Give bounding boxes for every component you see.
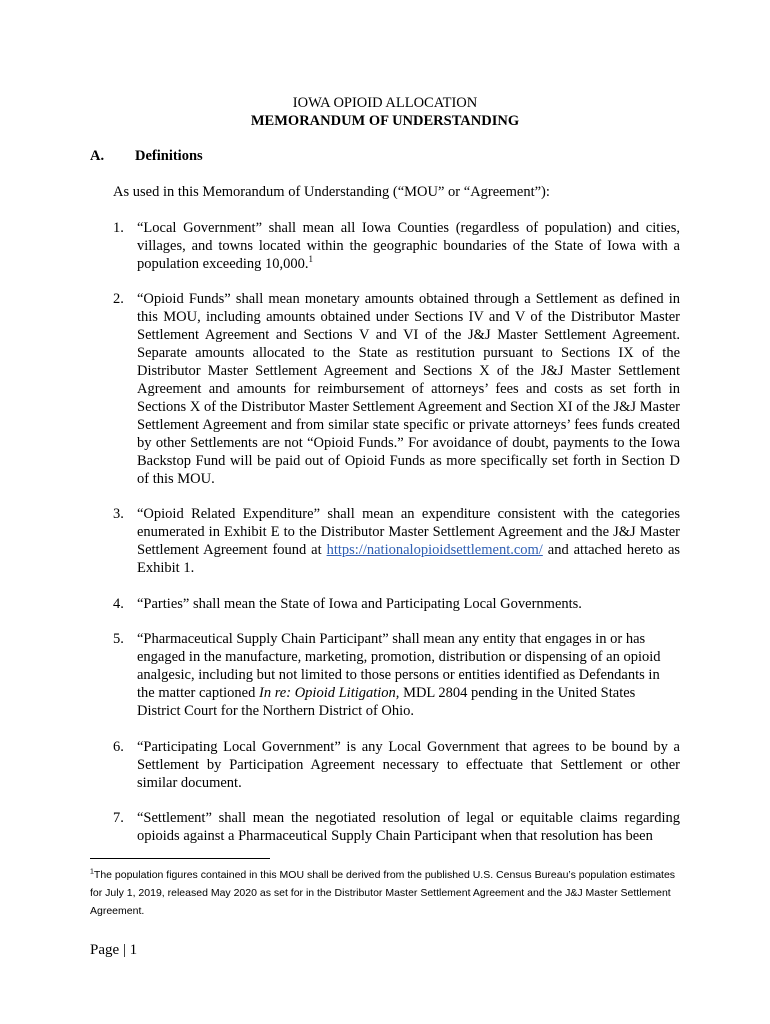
- item-number: 1.: [113, 220, 124, 236]
- footnote-separator: [90, 858, 270, 859]
- item-number: 4.: [113, 596, 124, 612]
- item-text: “Local Government” shall mean all Iowa Counties (regardless of population) and cities, villages, and towns located within the geographic boundaries of the State of Iowa with a population exceeding 10,000.$^1$: [137, 220, 680, 272]
- footnote-reference[interactable]: 1: [308, 254, 314, 265]
- definition-item-6: [113, 738, 680, 792]
- document-title-line-1: IOWA OPIOID ALLOCATION: [292, 95, 478, 111]
- page-number: Page | 1: [90, 942, 138, 958]
- item-text: “Opioid Funds” shall mean monetary amounts obtained through a Settlement as defined in this MOU, including amounts obtained under Sections IV and V of the Distributor Master Settlement Agreement and Sections V and VI of the J&J Master Settlement Agreement. Separate amounts allocated to the State as restitution pursuant to Sections IX of the Distributor Master Settlement Agreement and Sections X of the J&J Master Settlement Agreement and amounts for reimbursement of attorneys’ fees and costs as set forth in Sections X of the Distributor Master Settlement Agreement and Section XI of the J&J Master Settlement Agreement and from similar state specific or private attorneys’ fees funds created by other Settlements are not “Opioid Funds.” For avoidance of doubt, payments to the Iowa Backstop Fund will be paid out of Opioid Funds as more specifically set forth in Section D of this MOU.: [137, 291, 680, 487]
- case-caption: In re: Opioid Litigation,: [259, 685, 400, 701]
- definition-item-1: [113, 219, 680, 273]
- definition-item-4: [113, 595, 680, 613]
- footnote-text: The population figures contained in this MOU shall be derived from the published U.S. Census Bureau’s population estimates for July 1, 2019, released May 2020 as set for in the Distributor Master Settlement Agreement and the J&J Master Settlement Agreement.: [90, 869, 676, 917]
- document-title-line-2: MEMORANDUM OF UNDERSTANDING: [250, 113, 520, 129]
- item-text: “Opioid Related Expenditure” shall mean an expenditure consistent with the categories enumerated in Exhibit E to the Distributor Master Settlement Agreement and the J&J Master Settlement Agreement found at https://nationalopioidsettlement.com/ and attached hereto as Exhibit 1.: [137, 506, 681, 576]
- section-letter: A.: [90, 148, 105, 164]
- intro-paragraph: As used in this Memorandum of Understanding (“MOU” or “Agreement”):: [113, 184, 550, 200]
- item-number: 3.: [113, 506, 124, 522]
- item-text: “Parties” shall mean the State of Iowa and Participating Local Governments.: [137, 596, 582, 612]
- footnote: [90, 866, 680, 920]
- item-number: 7.: [113, 810, 124, 826]
- definition-item-7: [113, 809, 680, 845]
- definition-item-5: [113, 630, 680, 720]
- item-number: 5.: [113, 631, 124, 647]
- item-text: “Settlement” shall mean the negotiated resolution of legal or equitable claims regarding opioids against a Pharmaceutical Supply Chain Participant when that resolution has been: [137, 810, 680, 844]
- footnote-number: 1: [90, 868, 94, 876]
- definition-item-2: [113, 290, 680, 488]
- settlement-website-link[interactable]: https://nationalopioidsettlement.com/: [326, 542, 543, 558]
- definition-item-3: [113, 505, 680, 577]
- item-number: 6.: [113, 739, 124, 755]
- item-text: “Participating Local Government” is any Local Government that agrees to be bound by a Settlement by Participation Agreement necessary to effectuate that Settlement or other similar document.: [137, 739, 680, 791]
- item-text: “Pharmaceutical Supply Chain Participant” shall mean any entity that engages in or has engaged in the manufacture, marketing, promotion, distribution or dispensing of an opioid analgesic, including but not limited to those persons or entities identified as Defendants in the matter captioned In re: Opioid Litigation, MDL 2804 pending in the United States District Court for the Northern District of Ohio.: [137, 631, 661, 719]
- section-label: Definitions: [135, 148, 203, 164]
- item-number: 2.: [113, 291, 124, 307]
